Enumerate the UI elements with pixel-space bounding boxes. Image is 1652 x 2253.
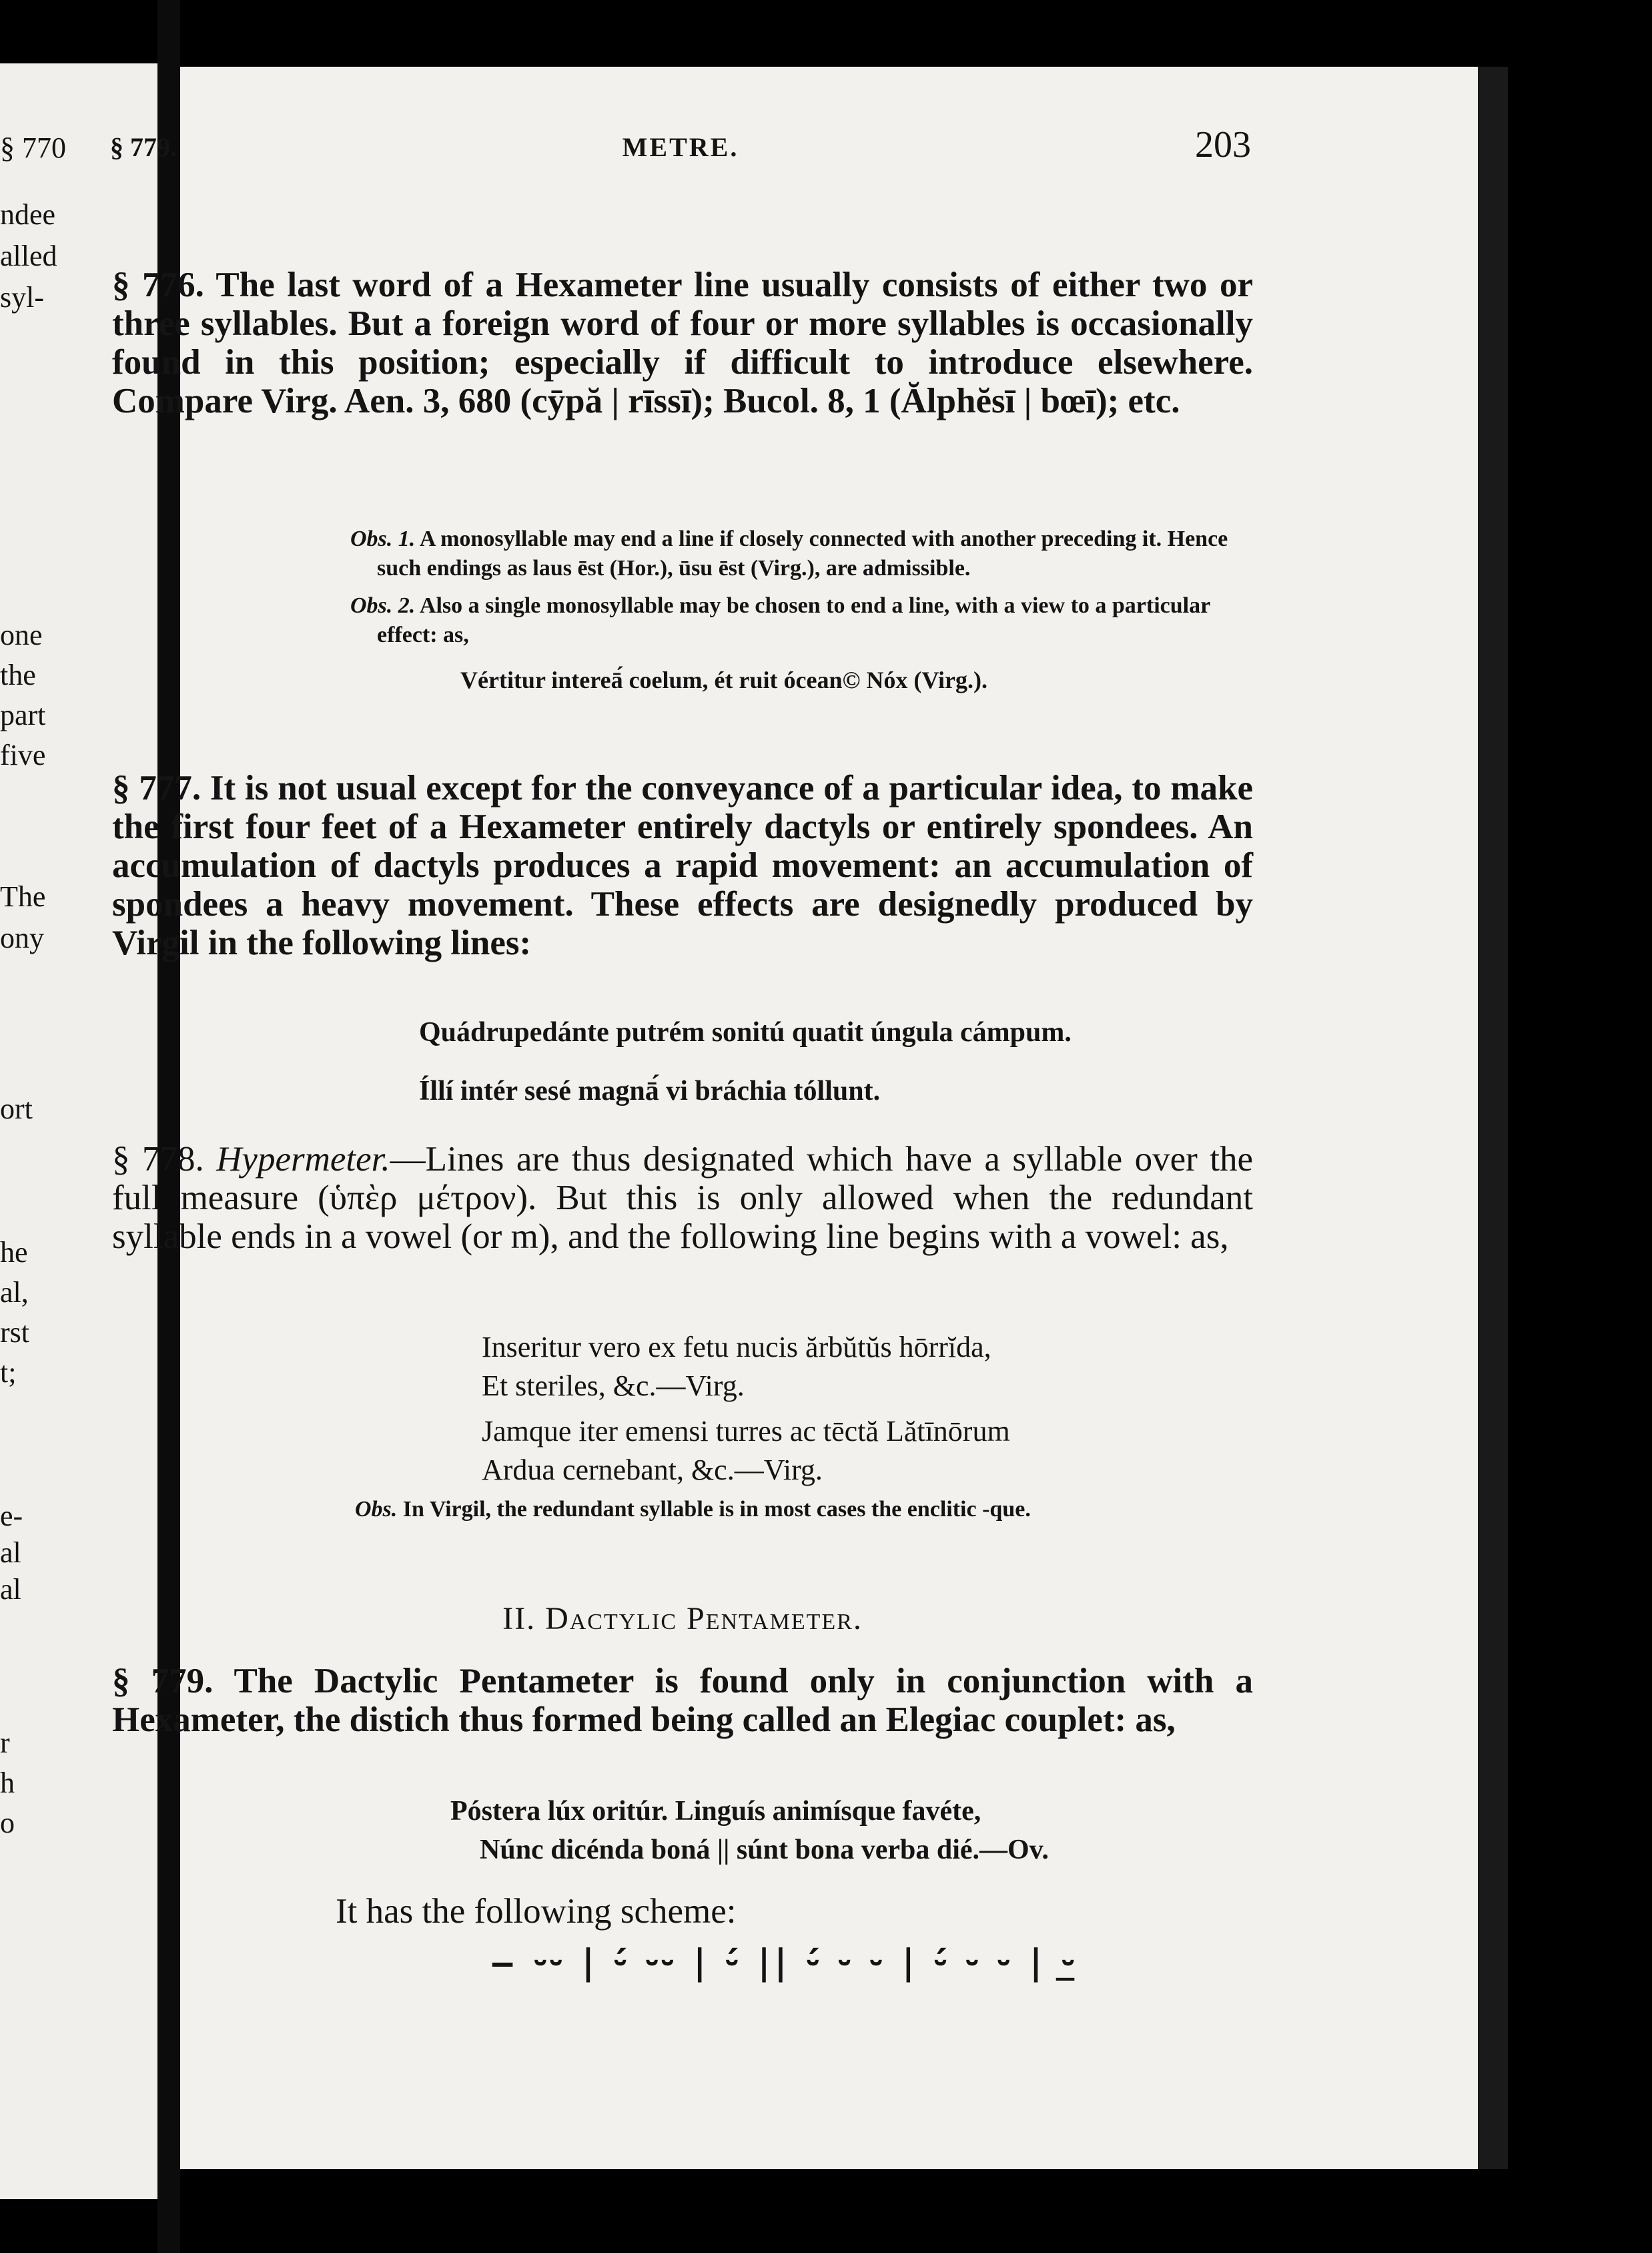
metrical-scheme: ‒ ⏑⏑ | ⏑́ ⏑⏑ | ⏑́ || ⏑́ ⏑ ⏑ | ⏑́ ⏑ ⏑ | ⏑̲ <box>490 1942 1078 1983</box>
verse-line: Ardua cernebant, &c.—Virg. <box>482 1454 823 1486</box>
obs-text: In Virgil, the redundant syllable is in most cases the enclitic -que. <box>402 1497 1031 1522</box>
section-778 <box>112 1140 1253 1256</box>
left-page-fragment: syl- <box>0 281 44 314</box>
verses-777 <box>419 1013 1220 1110</box>
page-number: 203 <box>1195 124 1251 166</box>
obs-note <box>355 1495 1256 1524</box>
left-page-fragment: the <box>0 659 36 691</box>
obs-text: Also a single monosyllable may be chosen to end a line, with a view to a particular effect: as, <box>377 593 1210 647</box>
scheme-intro: It has the following scheme: <box>336 1892 737 1931</box>
section-779 <box>112 1662 1253 1739</box>
section-776 <box>112 266 1253 420</box>
left-page-fragment: five <box>0 739 46 771</box>
left-page-fragment: r <box>0 1726 10 1759</box>
section-heading: II. Dactylic Pentameter. <box>502 1601 863 1636</box>
verse-line: Póstera lúx oritúr. Linguís animísque favéte, <box>450 1796 981 1827</box>
left-page-fragment: t; <box>0 1356 17 1389</box>
verse-line: Jamque iter emensi turres ac tēctă Lătīnōrum <box>482 1415 1010 1447</box>
paragraph-text: —Lines are thus designated which have a syllable over the full measure (ὑπὲρ μέτρον). But this is only allowed when the redundant syllable ends in a vowel (or m), and the following line begins with a vowel: as, <box>112 1140 1254 1256</box>
verse-line: Et steriles, &c.—Virg. <box>482 1369 745 1402</box>
left-page-fragment: o <box>0 1807 15 1839</box>
section-777 <box>112 769 1253 962</box>
running-header <box>110 123 1251 164</box>
left-page-fragment: ort <box>0 1092 33 1125</box>
left-page-fragment: rst <box>0 1316 29 1349</box>
left-page-fragment: he <box>0 1236 28 1269</box>
obs-778 <box>355 1495 1256 1524</box>
obs-776 <box>350 525 1251 699</box>
left-page-fragment: ony <box>0 922 44 954</box>
left-page-fragment: al, <box>0 1276 29 1309</box>
verses-778 <box>482 1328 1216 1490</box>
page-edge <box>1478 67 1508 2169</box>
left-page-fragment: h <box>0 1766 15 1799</box>
paragraph-779: § 779. The Dactylic Pentameter is found only in conjunction with a Hexameter, the distich thus formed being called an Elegiac couplet: as, <box>112 1662 1253 1739</box>
verses-779 <box>450 1792 1218 1869</box>
header-title: METRE. <box>622 132 739 162</box>
verse-776: Vértitur intereā́ coelum, ét ruit ócean© Nóx (Virg.). <box>460 667 987 693</box>
left-page-fragment: The <box>0 880 46 913</box>
obs-label: Obs. 2. <box>350 593 416 618</box>
scheme-intro-block <box>336 1892 1477 1931</box>
verse-line: Íllí intér sesé magnā́ vi bráchia tóllunt. <box>419 1076 881 1106</box>
left-page-fragment: e- <box>0 1500 23 1532</box>
verse-line: Inseritur vero ex fetu nucis ărbŭtŭs hōrrĭda, <box>482 1331 991 1363</box>
left-page-fragment: alled <box>0 240 57 272</box>
verse-line: Quádrupedánte putrém sonitú quatit úngula cámpum. <box>419 1017 1072 1048</box>
left-page-fragment: al <box>0 1573 21 1606</box>
obs-2 <box>350 591 1251 650</box>
paragraph-778 <box>112 1140 1253 1256</box>
obs-1 <box>350 525 1251 583</box>
paragraph-776: § 776. The last word of a Hexameter line usually consists of either two or three syllables. But a foreign word of four or more syllables is occasionally found in this position; especially if difficult to introduce elsewhere. Compare Virg. Aen. 3, 680 (cȳpă | rīssī); Bucol. 8, 1 (Ălphĕsī | bœī); etc. <box>112 266 1253 420</box>
verse-line: Núnc dicénda boná || súnt bona verba dié.—Ov. <box>480 1835 1049 1865</box>
section-number: § 778. <box>112 1140 204 1179</box>
left-page-fragment: ndee <box>0 198 56 231</box>
obs-text: A monosyllable may end a line if closely connected with another preceding it. Hence such endings as laus ēst (Hor.), ūsu ēst (Virg.), are admissible. <box>377 527 1228 581</box>
obs-label: Obs. 1. <box>350 527 416 551</box>
header-section: § 779. <box>110 132 177 162</box>
left-page-fragment: one <box>0 619 43 651</box>
left-page-fragment: al <box>0 1536 21 1569</box>
paragraph-777: § 777. It is not usual except for the conveyance of a particular idea, to make the first four feet of a Hexameter entirely dactyls or entirely spondees. An accumulation of dactyls produces a rapid movement: an accumulation of spondees a heavy movement. These effects are designedly produced by Virgil in the following lines: <box>112 769 1253 962</box>
left-page-fragment: part <box>0 699 46 731</box>
obs-label: Obs. <box>355 1497 398 1522</box>
term-hypermeter: Hypermeter. <box>216 1140 390 1179</box>
left-page-fragment: § 770 <box>0 131 66 164</box>
